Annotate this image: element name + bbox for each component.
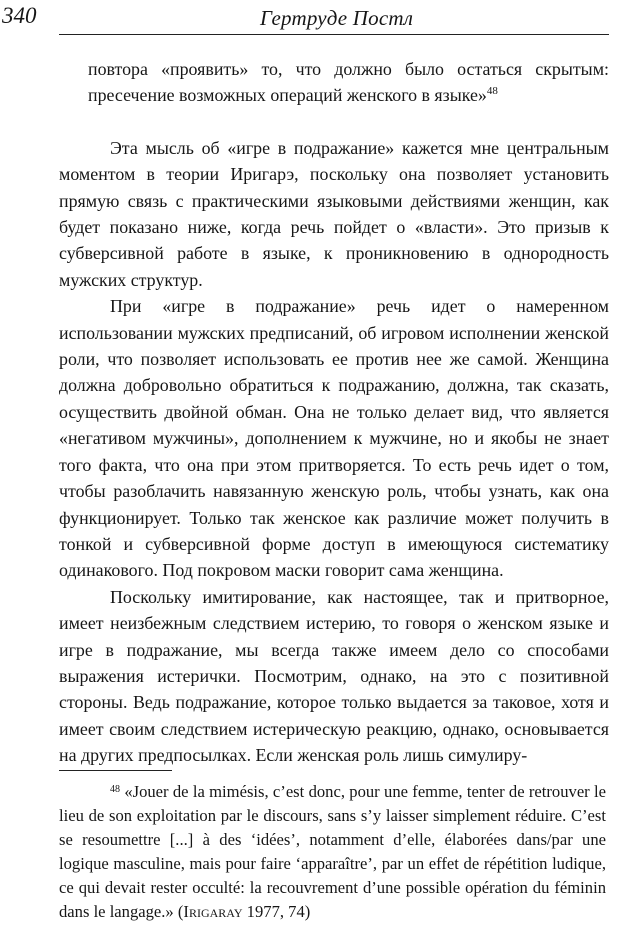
paragraph-3: Поскольку имитирование, как настоящее, так и притворное, имеет неизбежным следствием истерию, то говоря о женском языке и игре в подражание, мы всегда также имеем дело со способами выражения истерички. Посмотрим, однако, на это с позитивной стороны. Ведь подражание, которое только выдается за таковое, хотя и имеет своим следствием истерическую реакцию, однако, основывается на других предпосылках. Если женская роль лишь симулиру- bbox=[59, 586, 609, 766]
footnote-reference: 48 bbox=[486, 85, 498, 98]
citation-reference: 1977, 74 bbox=[246, 901, 305, 921]
footnote-text: «Jouer de la mimésis, c’est donc, pour une femme, tenter de retrouver le lieu de son exploitation par le discours, sans s’y laisser simplement réduire. C’est se resoumettre [...] à des ‘idées’, notamment d’elle, élaborées dans/par une logique masculine, mais pour faire ‘apparaître’, par un effet de répétition ludique, ce qui devait rester occulté: la recouvrement d’une possible opération du féminin dans le langage.» bbox=[59, 782, 606, 921]
header-rule bbox=[59, 34, 609, 35]
footnote-text-block: $^{48}$ «Jouer de la mimésis, c’est donc, pour une femme, tenter de retrouver le lieu de son exploitation par le discours, sans s’y laisser simplement réduire. C’est se resoumettre [...] à des ‘idées’, notamment d’elle, élaborées dans/par une logique masculine, mais pour faire ‘apparaître’, par un effet de répétition ludique, ce qui devait rester occulté: la recouvrement d’une possible opération du féminin dans le langage.» (Irigaray 1977, 74) bbox=[59, 782, 606, 921]
main-text bbox=[59, 56, 609, 769]
running-title: Гертруде Постл bbox=[260, 6, 414, 30]
block-quote bbox=[88, 56, 609, 109]
page-number: 340 bbox=[2, 3, 37, 28]
footnote bbox=[59, 780, 606, 923]
citation-author: Irigaray bbox=[183, 901, 243, 921]
footnote-rule bbox=[59, 770, 172, 771]
page-header bbox=[0, 0, 620, 36]
paragraph-1: Эта мысль об «игре в подражание» кажется мне центральным моментом в теории Иригарэ, поскольку она позволяет установить прямую связь с практическими языковыми действиями женщин, как будет показано ниже, когда речь пойдет о «власти». Это призыв к субверсивной работе в языке, к проникновению в однородность мужских структур. bbox=[59, 137, 609, 290]
footnote-number: 48 bbox=[110, 784, 120, 795]
paragraph-2: При «игре в подражание» речь идет о намеренном использовании мужских предписаний, об игровом исполнении женской роли, что позволяет использовать ее против нее же самой. Женщина должна добровольно обратиться к подражанию, должна, так сказать, осуществить двойной обман. Она не только делает вид, что является «негативом мужчины», дополнением к мужчине, но и якобы не знает того факта, что она при этом притворяется. То есть речь идет о том, чтобы разоблачить навязанную женскую роль, чтобы узнать, как она функционирует. Только так женское как различие может получить в тонкой и субверсивной форме доступ в имеющуюся систематику одинакового. Под покровом маски говорит сама женщина. bbox=[59, 296, 609, 581]
quote-text: повтора «проявить» то, что должно было остаться скрытым: пресечение возможных операций женского в языке» bbox=[88, 59, 609, 106]
